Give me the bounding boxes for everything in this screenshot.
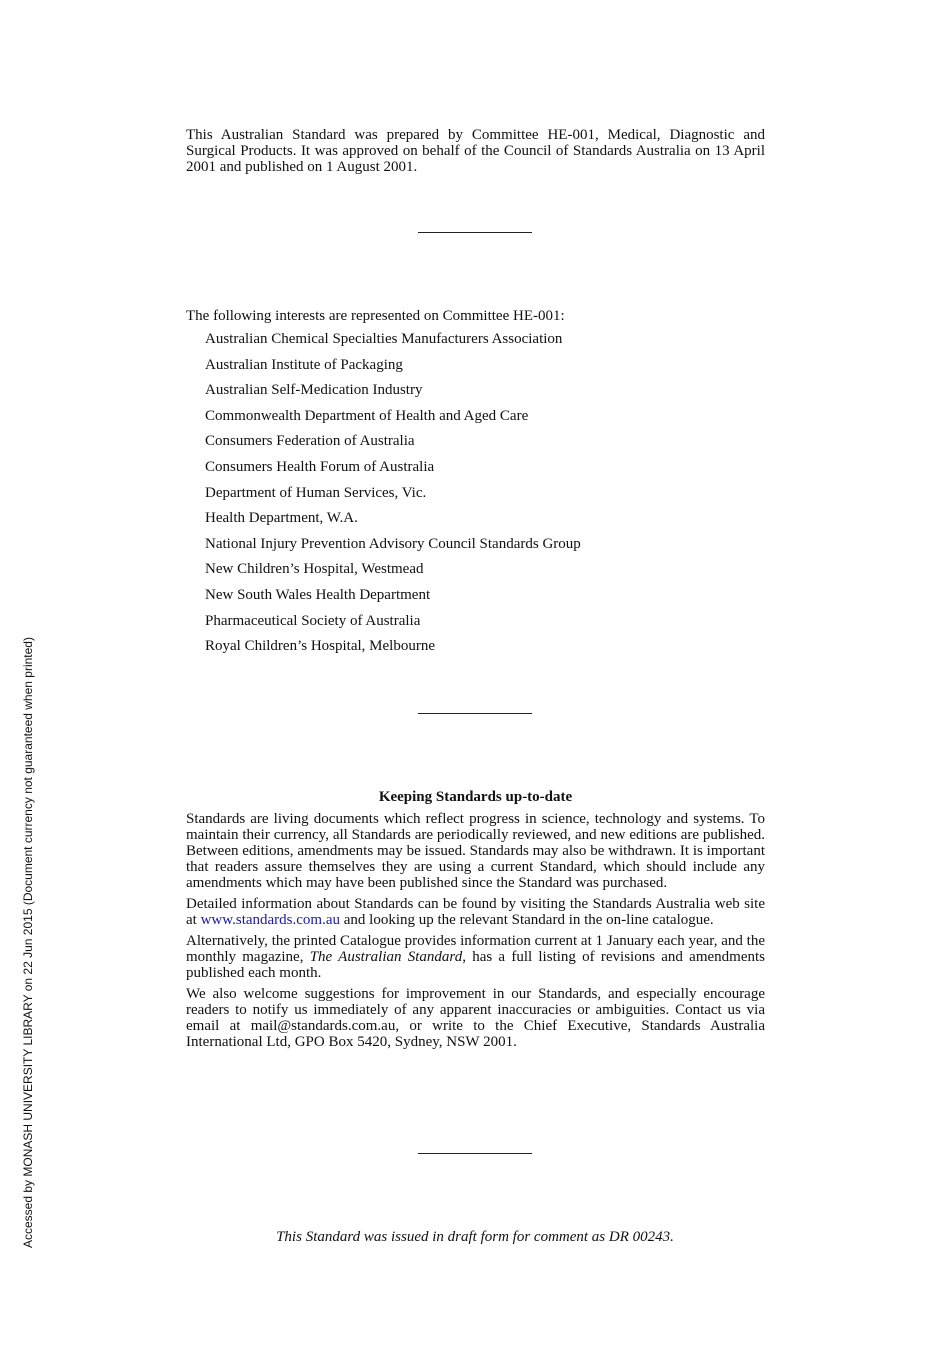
intro-paragraph: This Australian Standard was prepared by Committee HE-001, Medical, Diagnostic and Surgical Products. It was approved on behalf of the Council of Standards Australia on 13 April 2001 and published on 1 August 2001. xyxy=(186,127,765,175)
list-item: Pharmaceutical Society of Australia xyxy=(205,612,421,629)
divider-rule-2 xyxy=(418,713,532,714)
divider-rule-3 xyxy=(418,1153,532,1154)
committee-interests xyxy=(186,307,765,660)
list-item: Commonwealth Department of Health and Aged Care xyxy=(205,407,529,424)
list-item: Royal Children’s Hospital, Melbourne xyxy=(205,638,435,655)
divider-rule-1 xyxy=(418,232,532,233)
draft-note: This Standard was issued in draft form for comment as DR 00243. xyxy=(276,1229,674,1245)
paragraph-catalogue xyxy=(186,933,765,981)
paragraph-living-documents: Standards are living documents which reflect progress in science, technology and systems. To maintain their currency, all Standards are periodically reviewed, and new editions are published. Between editions, amendments may be issued. Standards may also be withdrawn. It is important that readers assure themselves they are using a current Standard, which should include any amendments which may have been published since the Standard was purchased. xyxy=(186,811,765,891)
paragraph-text: Alternatively, the printed Catalogue provides information current at 1 January each year, and the monthly magazine, xyxy=(186,933,765,965)
website-link[interactable]: www.standards.com.au xyxy=(200,912,340,928)
list-item: New Children’s Hospital, Westmead xyxy=(205,561,424,578)
magazine-title: The Australian Standard xyxy=(309,949,463,965)
access-watermark: Accessed by MONASH UNIVERSITY LIBRARY on 22 Jun 2015 (Document currency not guaranteed when printed) xyxy=(21,637,35,1248)
interests-lead: The following interests are represented on Committee HE-001: xyxy=(186,308,565,324)
list-item: Consumers Health Forum of Australia xyxy=(205,458,435,475)
list-item: Australian Chemical Specialties Manufacturers Association xyxy=(205,331,563,347)
list-item: Consumers Federation of Australia xyxy=(205,433,415,450)
paragraph-text: Detailed information about Standards can be found by visiting the Standards Australia web site at xyxy=(186,896,765,928)
section-heading: Keeping Standards up-to-date xyxy=(378,789,573,805)
list-item: Australian Self-Medication Industry xyxy=(205,382,423,399)
intro-block xyxy=(186,127,765,175)
paragraph-suggestions: We also welcome suggestions for improvement in our Standards, and especially encourage readers to notify us immediately of any apparent inaccuracies or ambiguities. Contact us via email at mail@standards.com.au, or write to the Chief Executive, Standards Australia International Ltd, GPO Box 5420, Sydney, NSW 2001. xyxy=(186,986,765,1050)
interests-list xyxy=(186,327,765,660)
paragraph-text: , has a full listing of revisions and amendments published each month. xyxy=(186,949,765,981)
list-item: National Injury Prevention Advisory Council Standards Group xyxy=(205,535,581,552)
list-item: Health Department, W.A. xyxy=(205,510,358,527)
list-item: Australian Institute of Packaging xyxy=(205,356,403,373)
keeping-standards-section xyxy=(186,788,765,1055)
list-item: New South Wales Health Department xyxy=(205,586,431,603)
list-item: Department of Human Services, Vic. xyxy=(205,484,427,501)
paragraph-web-site xyxy=(186,896,765,928)
paragraph-text: and looking up the relevant Standard in the on-line catalogue. xyxy=(340,912,714,928)
